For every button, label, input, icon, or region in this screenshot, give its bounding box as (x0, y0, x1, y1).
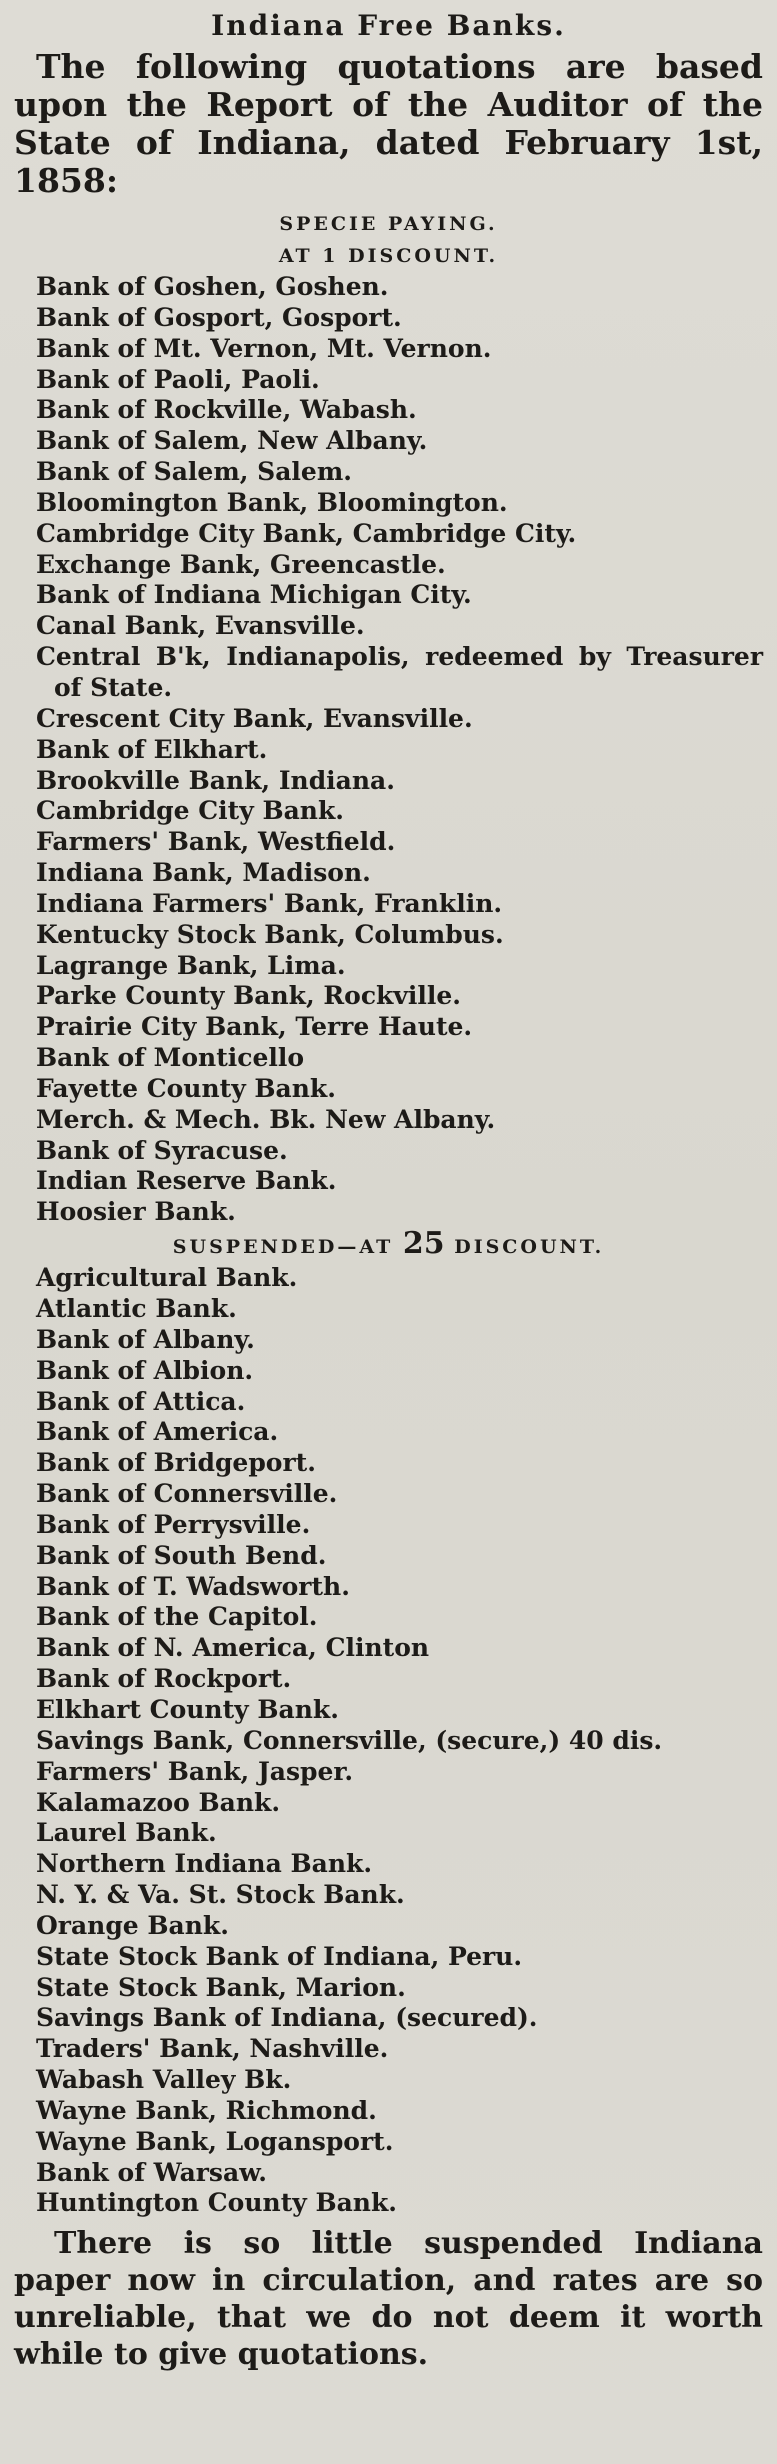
bank-entry: Bank of Salem, Salem. (36, 457, 352, 487)
bank-entry: Kalamazoo Bank. (36, 1787, 281, 1817)
bank-entry: Exchange Bank, Greencastle. (36, 549, 446, 579)
bank-entry: N. Y. & Va. St. Stock Bank. (36, 1880, 405, 1910)
bank-entry: Orange Bank. (36, 1910, 229, 1940)
bank-entry: Bank of America. (36, 1417, 279, 1447)
bank-entry: Agricultural Bank. (36, 1263, 298, 1293)
bank-entry: Bank of Perrysville. (36, 1509, 311, 1539)
bank-entry: Bank of Rockville, Wabash. (36, 395, 417, 425)
bank-entry: Indiana Bank, Madison. (36, 858, 371, 888)
article-title: Indiana Free Banks. (211, 9, 566, 42)
bank-entry: Lagrange Bank, Lima. (36, 950, 346, 980)
bank-entry: Bank of South Bend. (36, 1540, 327, 1570)
bank-entry: Northern Indiana Bank. (36, 1849, 373, 1879)
suspended-heading-suffix: DISCOUNT. (454, 1236, 605, 1259)
bank-entry: Bank of Attica. (36, 1386, 246, 1416)
bank-entry: Savings Bank of Indiana, (secured). (36, 2003, 538, 2033)
bank-entry: Indian Reserve Bank. (36, 1166, 337, 1196)
bank-entry: Bank of the Capitol. (36, 1602, 318, 1632)
bank-entry: State Stock Bank of Indiana, Peru. (36, 1941, 523, 1971)
bank-entry: Bank of Rockport. (36, 1664, 292, 1694)
bank-entry: Wabash Valley Bk. (36, 2065, 292, 2095)
bank-entry: Bank of Connersville. (36, 1479, 338, 1509)
bank-entry: Atlantic Bank. (36, 1294, 237, 1323)
bank-entry: Bank of Goshen, Goshen. (36, 272, 389, 301)
bank-entry: Hoosier Bank. (36, 1197, 236, 1227)
bank-entry: Bank of Salem, New Albany. (36, 426, 428, 456)
bank-entry: Traders' Bank, Nashville. (36, 2034, 389, 2064)
suspended-discount-rate: 25 (402, 1226, 445, 1262)
bank-entry: Canal Bank, Evansville. (36, 611, 365, 641)
bank-entry: Cambridge City Bank. (36, 796, 344, 826)
bank-entry: Bank of Bridgeport. (36, 1448, 316, 1478)
bank-entry: Elkhart County Bank. (36, 1694, 339, 1724)
specie-paying-heading: SPECIE PAYING. (279, 213, 498, 235)
bank-entry: Fayette County Bank. (36, 1073, 336, 1103)
bank-entry: Bank of Warsaw. (36, 2157, 267, 2187)
bank-entry: Parke County Bank, Rockville. (36, 981, 461, 1011)
bank-entry: Laurel Bank. (36, 1818, 217, 1848)
specie-paying-subheading: AT 1 DISCOUNT. (278, 245, 499, 267)
bank-entry: Bank of Syracuse. (36, 1135, 288, 1165)
bank-entry: Bank of Albion. (36, 1355, 254, 1385)
bank-entry: Bank of Paoli, Paoli. (36, 364, 320, 394)
suspended-heading (14, 1228, 763, 1263)
bank-entry: Bank of T. Wadsworth. (36, 1571, 350, 1601)
bank-entry: Bank of Gosport, Gosport. (36, 302, 402, 332)
bank-entry: Central B'k, Indianapolis, redeemed by Treasurer of State. (36, 642, 763, 702)
bank-entry: Bank of N. America, Clinton (36, 1633, 430, 1663)
bank-entry: Crescent City Bank, Evansville. (36, 703, 473, 733)
bank-entry: Merch. & Mech. Bk. New Albany. (36, 1104, 496, 1134)
bank-entry: Bank of Elkhart. (36, 734, 268, 764)
bank-entry: Cambridge City Bank, Cambridge City. (36, 518, 577, 548)
bank-entry: Kentucky Stock Bank, Columbus. (36, 919, 504, 949)
bank-entry: Brookville Bank, Indiana. (36, 765, 395, 795)
bank-entry: Wayne Bank, Richmond. (36, 2095, 377, 2125)
article-intro: The following quotations are based upon the Report of the Auditor of the State of Indiana, dated February 1st, 1858: (14, 47, 763, 200)
bank-entry: Huntington County Bank. (36, 2188, 398, 2218)
bank-entry: Farmers' Bank, Jasper. (36, 1756, 354, 1786)
bank-entry: Bank of Mt. Vernon, Mt. Vernon. (36, 333, 492, 363)
bank-entry: Prairie City Bank, Terre Haute. (36, 1012, 473, 1042)
bank-entry: State Stock Bank, Marion. (36, 1972, 406, 2002)
suspended-bank-list (14, 1263, 763, 2219)
bank-entry: Bank of Monticello (36, 1043, 305, 1073)
bank-entry: Wayne Bank, Logansport. (36, 2126, 394, 2156)
closing-paragraph: There is so little suspended Indiana paper now in circulation, and rates are so unreliable, that we do not deem it worth while to give quotations. (14, 2226, 763, 2373)
bank-entry: Bank of Albany. (36, 1324, 255, 1354)
bank-entry: Farmers' Bank, Westfield. (36, 827, 396, 857)
specie-paying-bank-list (14, 272, 763, 1228)
bank-entry: Indiana Farmers' Bank, Franklin. (36, 888, 503, 918)
bank-entry: Savings Bank, Connersville, (secure,) 40 dis. (36, 1725, 663, 1755)
bank-entry: Bank of Indiana Michigan City. (36, 580, 472, 610)
bank-entry: Bloomington Bank, Bloomington. (36, 487, 508, 517)
suspended-heading-prefix: SUSPENDED—AT (172, 1236, 394, 1259)
